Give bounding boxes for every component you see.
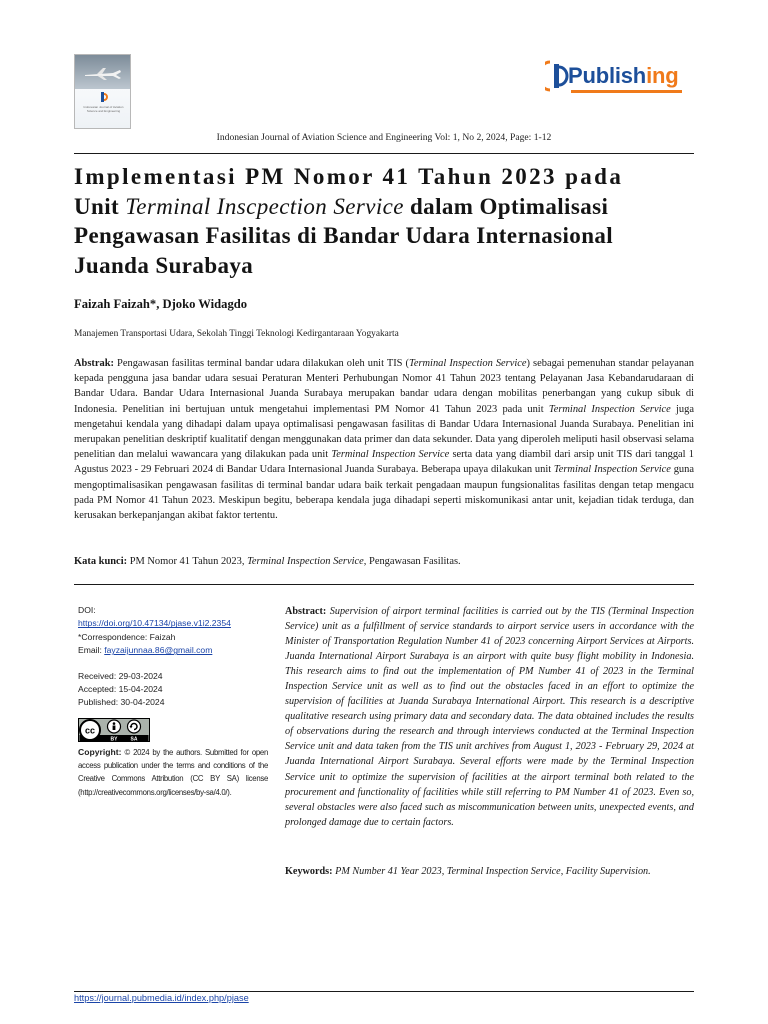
svg-text:SA: SA: [130, 736, 138, 742]
abstract-divider: [74, 584, 694, 585]
svg-text:BY: BY: [110, 736, 118, 742]
email-link[interactable]: fayzaijunnaa.86@gmail.com: [104, 645, 213, 656]
abstract-label: Abstract:: [285, 606, 327, 617]
cover-journal-name: Indonesian Journal of Aviation Science and Engineering: [83, 105, 124, 113]
svg-text:cc: cc: [84, 725, 96, 736]
author-list: Faizah Faizah*, Djoko Widagdo: [74, 297, 248, 311]
kata-kunci-line: Kata kunci: PM Nomor 41 Tahun 2023, Terminal Inspection Service, Pengawasan Fasilitas.: [74, 556, 461, 567]
footer-journal-link[interactable]: https://journal.pubmedia.id/index.php/pjase: [74, 993, 249, 1003]
correspondence-line: *Correspondence: Faizah: [78, 631, 176, 642]
abstract-english-paragraph: Abstract: Supervision of airport terminal facilities is carried out by the TIS (Terminal Inspection Service) unit as a fulfillment of service standards to airport service users in accordance with the Minister of Transportation Regulation Number 41 of 2023 concerning Airport Services at Airports. Juanda International Airport Surabaya is an airport with quite busy flight mobility in Indonesia. This research aims to find out the implementation of PM Number 41 of 2023 in the Terminal Inspection Service unit as well as to find out the obstacles faced in an effort to optimize the supervision of facilities at Juanda Surabaya International Airport. This research is a descriptive qualitative research using primary data and secondary data. The data obtained includes the results of observations during the research and through interviews conducted at the Terminal Inspection Service unit and data taken from the TIS unit archives from August 1, 2023 - February 29, 2024 at Juanda International Airport Surabaya. Several efforts were made by the Terminal Inspection Service unit to optimize the supervision of facilities at the airport terminal both related to the procurement and functionality of facilities while still referring to PM Number 41 of 2023. Even so, several obstacles were also faced such as miscommunication between units, unexpected events, and prolonged damage due to certain factors.: [285, 606, 694, 828]
publisher-name: Publishing: [568, 63, 679, 88]
abstrak-label: Abstrak:: [74, 358, 115, 369]
publisher-logo: [545, 58, 678, 94]
journal-citation-line: Indonesian Journal of Aviation Science and Engineering Vol: 1, No 2, 2024, Page: 1-12: [216, 132, 552, 143]
published-date: Published: 30-04-2024: [78, 697, 165, 708]
abstrak-paragraph: Abstrak: Pengawasan fasilitas terminal bandar udara dilakukan oleh unit TIS (Terminal Inspection Service) sebagai pemenuhan standar pelayanan kepada pengguna jasa bandar udara sesuai Peraturan Menteri Perhubungan Nomor 41 Tahun 2023 tentang Pelayanan Jasa Kebandarudaraan di Bandar Udara. Bandar Udara Internasional Juanda Surabaya merupakan bandar udara dengan mobilitas penerbangan yang cukup sibuk di Indonesia. Penelitian ini bertujuan untuk mengetahui implementasi PM Nomor 41 Tahun 2023 pada unit Terminal Inspection Service juga mengetahui kendala yang dihadapi dalam upaya optimalisasi pengawasan fasilitas di Bandar Udara Internasional Juanda Surabaya. Penelitian ini merupakan penelitian deskriptif kualitatif dengan menggunakan data primer dan data sekunder. Data yang diperoleh meliputi hasil observasi selama penelitian dan melalui wawancara yang dilakukan pada unit Terminal Inspection Service serta data yang diambil dari arsip unit TIS dari tanggal 1 Agustus 2023 - 29 Februari 2024 di Bandar Udara Internasional Juanda Surabaya. Beberapa upaya dilakukan unit Terminal Inspection Service guna mengoptimalisasikan pengawasan fasilitas di terminal bandar udara baik terkait pengadaan maupun fungsionalitas fasilitas dengan tetap mengacu pada PM Nomor 41 Tahun 2023. Meskipun begitu, beberapa kendala juga dihadapi seperti miskomunikasi antar unit, kejadian tidak terduga, dan kerusakan berkepanjangan akibat faktor tertentu.: [74, 358, 694, 522]
footer-divider: [74, 991, 694, 992]
accepted-date: Accepted: 15-04-2024: [78, 684, 163, 695]
cc-by-sa-license-icon[interactable]: [78, 718, 150, 742]
author-affiliation: Manajemen Transportasi Udara, Sekolah Tinggi Teknologi Kedirgantaraan Yogyakarta: [74, 329, 399, 339]
journal-logo-icon: [97, 91, 109, 103]
publisher-underline: [571, 90, 682, 93]
copyright-notice: Copyright: © 2024 by the authors. Submitted for open access publication under the terms and conditions of the Creative Commons Attribution (CC BY SA) license (http://creativecommons.org/licenses/by-sa/4.0/).: [78, 746, 268, 797]
doi-label: DOI:: [78, 605, 96, 615]
keywords-english-line: Keywords: PM Number 41 Year 2023, Terminal Inspection Service, Facility Supervision.: [285, 866, 651, 877]
received-date: Received: 29-03-2024: [78, 670, 163, 681]
paper-title: Implementasi PM Nomor 41 Tahun 2023 pada Unit Terminal Inscpection Service dalam Optimalisasi Pengawasan Fasilitas di Bandar Udara Internasional Juanda Surabaya: [74, 164, 624, 278]
header-divider: [74, 153, 694, 154]
journal-cover-image: [74, 54, 131, 129]
article-info-sidebar: [78, 604, 268, 799]
doi-link[interactable]: https://doi.org/10.47134/pjase.v1i2.2354: [78, 618, 231, 629]
email-line: Email: fayzaijunnaa.86@gmail.com: [78, 645, 213, 656]
airplane-icon: [83, 67, 123, 81]
